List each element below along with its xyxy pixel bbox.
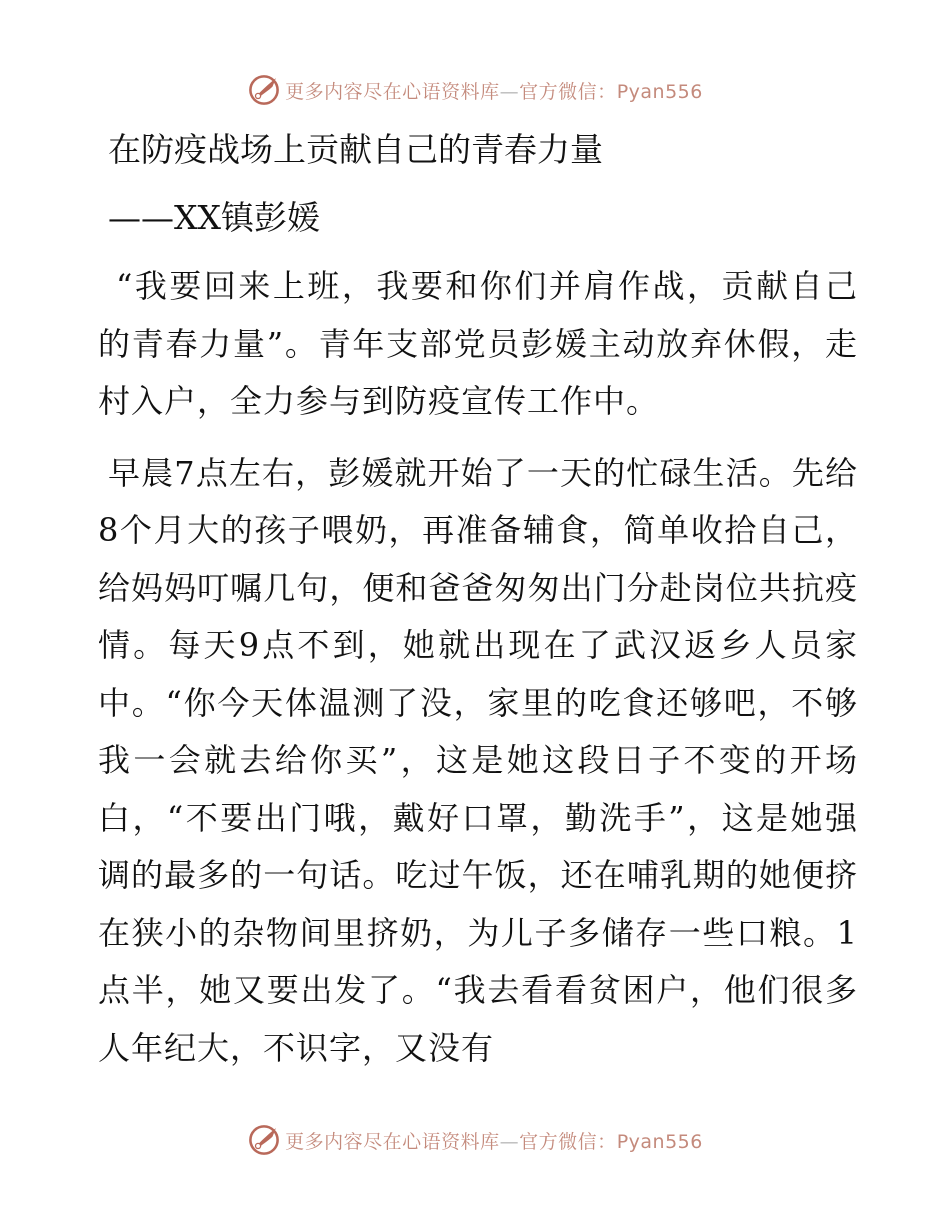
header-banner xyxy=(0,72,950,108)
paragraph-1: “我要回来上班，我要和你们并肩作战，贡献自己的青春力量”。青年支部党员彭媛主动放弃休假，走村入户，全力参与到防疫宣传工作中。 xyxy=(98,267,858,420)
footer-banner xyxy=(0,1122,950,1158)
quill-seal-icon xyxy=(247,1123,281,1157)
document-title: 在防疫战场上贡献自己的青春力量 xyxy=(108,130,603,169)
document-author: ——XX镇彭媛 xyxy=(108,198,320,237)
quill-seal-icon xyxy=(247,73,281,107)
document-body xyxy=(98,122,858,1077)
footer-banner-text: 更多内容尽在心语资料库—官方微信：Pyan556 xyxy=(285,1130,703,1153)
paragraph-2: 早晨7点左右，彭媛就开始了一天的忙碌生活。先给8个月大的孩子喂奶，再准备辅食，简单收拾自己，给妈妈叮嘱几句，便和爸爸匆匆出门分赴岗位共抗疫情。每天9点不到，她就出现在了武汉返乡人员家中。“你今天体温测了没，家里的吃食还够吧，不够我一会就去给你买”，这是她这段日子不变的开场白，“不要出门哦，戴好口罩，勤洗手”，这是她强调的最多的一句话。吃过午饭，还在哺乳期的她便挤在狭小的杂物间里挤奶，为儿子多储存一些口粮。1点半，她又要出发了。“我去看看贫困户，他们很多人年纪大，不识字，又没有 xyxy=(98,453,858,1067)
header-banner-text: 更多内容尽在心语资料库—官方微信：Pyan556 xyxy=(285,80,703,103)
